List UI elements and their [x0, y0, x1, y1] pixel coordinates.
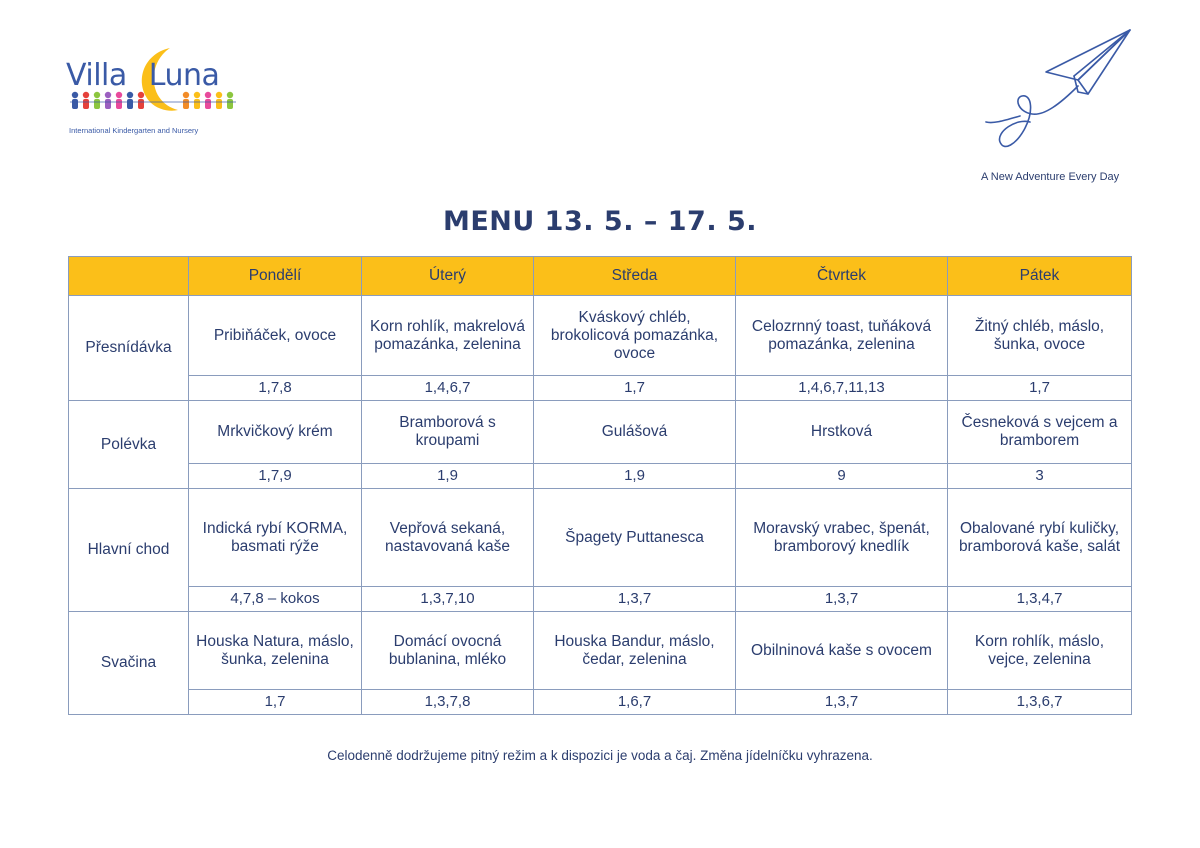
table-header-row: [69, 257, 1132, 296]
table-row: [69, 296, 1132, 376]
allergen-cell: 1,3,7: [736, 690, 948, 715]
dish-cell: Obalované rybí kuličky, bramborová kaše, salát: [948, 489, 1132, 587]
paper-plane-icon: [980, 26, 1140, 166]
dish-cell: Houska Natura, máslo, šunka, zelenina: [189, 612, 362, 690]
dish-cell: Domácí ovocná bublanina, mléko: [362, 612, 534, 690]
allergen-cell: 1,7: [948, 376, 1132, 401]
allergen-row: [69, 690, 1132, 715]
table-row: [69, 401, 1132, 464]
allergen-row: [69, 587, 1132, 612]
allergen-cell: 1,3,6,7: [948, 690, 1132, 715]
table-row: [69, 612, 1132, 690]
allergen-cell: 3: [948, 464, 1132, 489]
dish-cell: Indická rybí KORMA, basmati rýže: [189, 489, 362, 587]
dish-cell: Korn rohlík, makrelová pomazánka, zelenina: [362, 296, 534, 376]
meal-label: Přesnídávka: [69, 296, 189, 401]
meal-label: Hlavní chod: [69, 489, 189, 612]
allergen-cell: 1,4,6,7,11,13: [736, 376, 948, 401]
allergen-cell: 9: [736, 464, 948, 489]
dish-cell: Hrstková: [736, 401, 948, 464]
allergen-cell: 1,7: [534, 376, 736, 401]
dish-cell: Korn rohlík, máslo, vejce, zelenina: [948, 612, 1132, 690]
day-header: Pondělí: [189, 257, 362, 296]
logo-wordmark: Villa Luna: [66, 58, 220, 93]
dish-cell: Obilninová kaše s ovocem: [736, 612, 948, 690]
allergen-cell: 1,3,7,8: [362, 690, 534, 715]
page-title: MENU 13. 5. – 17. 5.: [442, 206, 758, 237]
dish-cell: Bramborová s kroupami: [362, 401, 534, 464]
day-header: Čtvrtek: [736, 257, 948, 296]
table-row: [69, 489, 1132, 587]
dish-cell: Gulášová: [534, 401, 736, 464]
day-header: Středa: [534, 257, 736, 296]
dish-cell: Kváskový chléb, brokolicová pomazánka, ovoce: [534, 296, 736, 376]
header-corner-cell: [69, 257, 189, 296]
dish-cell: Česneková s vejcem a bramborem: [948, 401, 1132, 464]
allergen-cell: 1,9: [362, 464, 534, 489]
allergen-cell: 1,3,7,10: [362, 587, 534, 612]
allergen-cell: 1,6,7: [534, 690, 736, 715]
allergen-row: [69, 464, 1132, 489]
dish-cell: Pribiňáček, ovoce: [189, 296, 362, 376]
allergen-cell: 1,4,6,7: [362, 376, 534, 401]
allergen-cell: 1,7,9: [189, 464, 362, 489]
allergen-cell: 1,3,7: [534, 587, 736, 612]
day-header: Úterý: [362, 257, 534, 296]
dish-cell: Houska Bandur, máslo, čedar, zelenina: [534, 612, 736, 690]
allergen-cell: 1,7,8: [189, 376, 362, 401]
dish-cell: Mrkvičkový krém: [189, 401, 362, 464]
menu-table: [68, 256, 1132, 715]
allergen-cell: 4,7,8 – kokos: [189, 587, 362, 612]
tagline: A New Adventure Every Day: [981, 171, 1120, 183]
dish-cell: Celozrnný toast, tuňáková pomazánka, zelenina: [736, 296, 948, 376]
allergen-cell: 1,7: [189, 690, 362, 715]
dish-cell: Špagety Puttanesca: [534, 489, 736, 587]
meal-label: Svačina: [69, 612, 189, 715]
allergen-row: [69, 376, 1132, 401]
allergen-cell: 1,9: [534, 464, 736, 489]
allergen-cell: 1,3,7: [736, 587, 948, 612]
villa-luna-logo: [66, 44, 256, 140]
logo-subtitle: International Kindergarten and Nursery: [69, 126, 199, 135]
dish-cell: Moravský vrabec, špenát, bramborový knedlík: [736, 489, 948, 587]
dish-cell: Žitný chléb, máslo, šunka, ovoce: [948, 296, 1132, 376]
day-header: Pátek: [948, 257, 1132, 296]
meal-label: Polévka: [69, 401, 189, 489]
dish-cell: Vepřová sekaná, nastavovaná kaše: [362, 489, 534, 587]
allergen-cell: 1,3,4,7: [948, 587, 1132, 612]
footer-note: Celodenně dodržujeme pitný režim a k dispozici je voda a čaj. Změna jídelníčku vyhrazena.: [327, 748, 873, 763]
